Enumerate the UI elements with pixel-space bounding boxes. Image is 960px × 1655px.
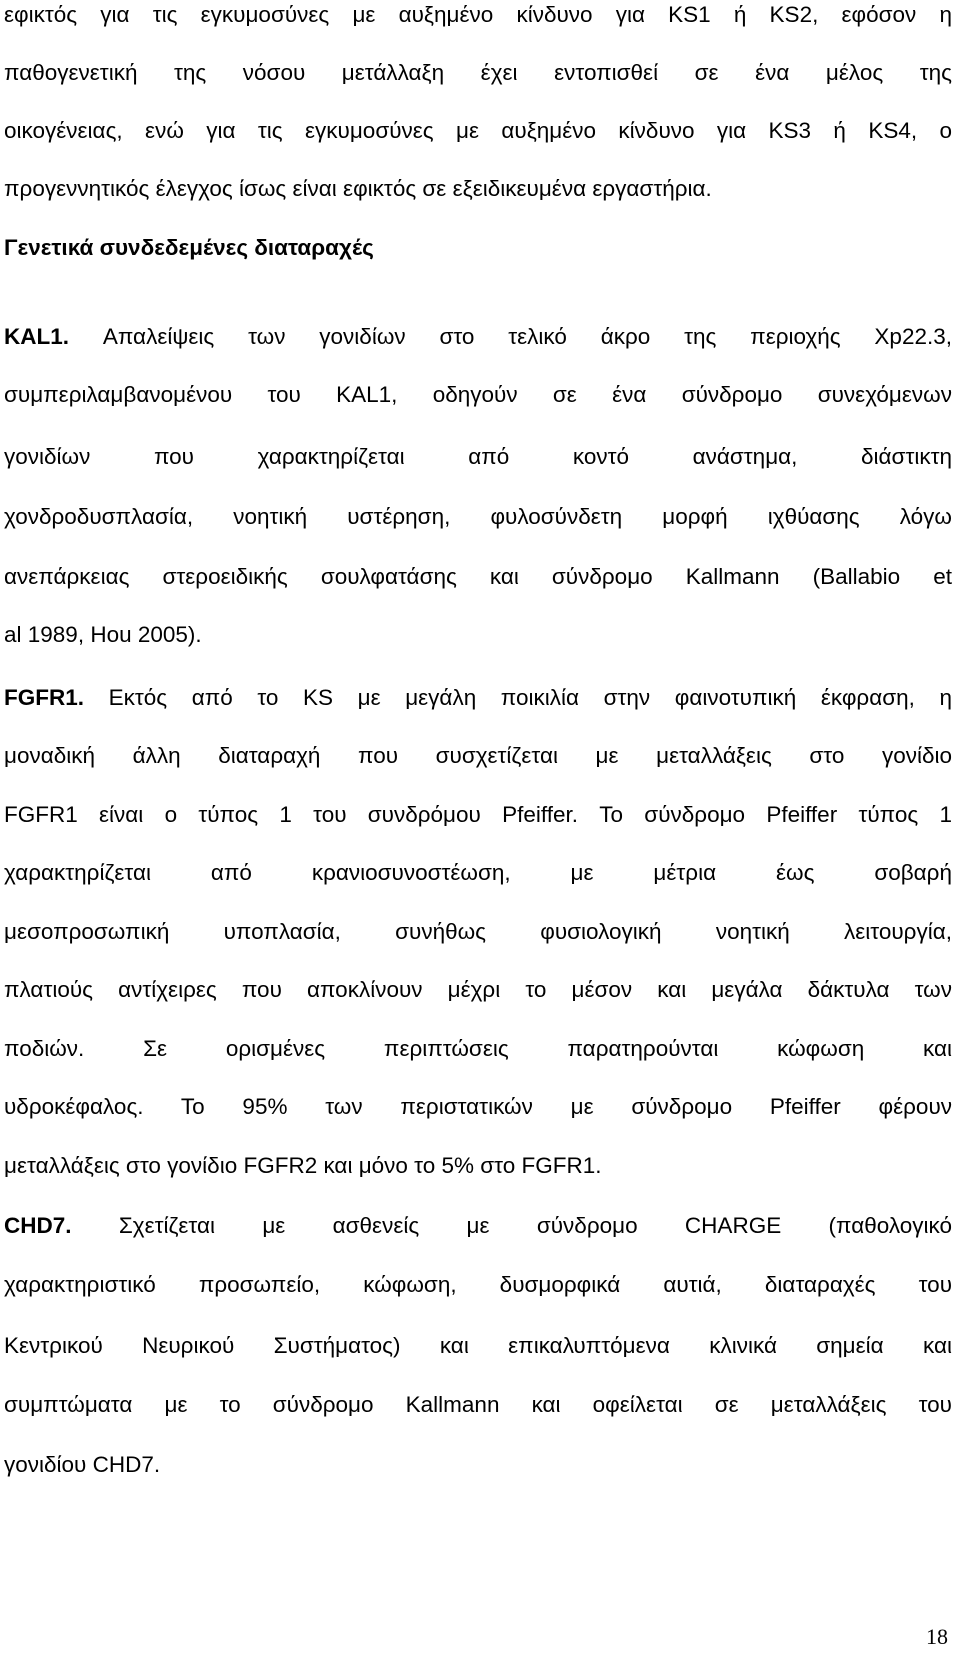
kal1-paragraph-line: ανεπάρκειας στεροειδικής σουλφατάσης και σύνδρομο Kallmann (Ballabio et (4, 564, 952, 589)
kal1-paragraph-line: al 1989, Hou 2005). (4, 622, 202, 647)
fgfr1-paragraph-line: μεσοπροσωπική υποπλασία, συνήθως φυσιολογική νοητική λειτουργία, (4, 919, 952, 944)
chd7-paragraph-line: γονιδίου CHD7. (4, 1452, 161, 1477)
kal1-paragraph-line: συμπεριλαμβανομένου του KAL1, οδηγούν σε ένα σύνδρομο συνεχόμενων (4, 382, 952, 407)
fgfr1-paragraph-line: ποδιών. Σε ορισμένες περιπτώσεις παρατηρούνται κώφωση και (4, 1036, 952, 1061)
intro-line: παθογενετική της νόσου μετάλλαξη έχει εντοπισθεί σε ένα μέλος της (4, 60, 952, 85)
intro-line: οικογένειας, ενώ για τις εγκυμοσύνες με αυξημένο κίνδυνο για KS3 ή KS4, ο (4, 118, 952, 143)
intro-line: εφικτός για τις εγκυμοσύνες με αυξημένο κίνδυνο για KS1 ή KS2, εφόσον η (4, 2, 952, 27)
chd7-line1-text: Σχετίζεται με ασθενείς με σύνδρομο CHARGE (παθολογικό (118, 1213, 952, 1238)
fgfr1-paragraph-line (4, 683, 952, 713)
chd7-paragraph-line: χαρακτηριστικό προσωπείο, κώφωση, δυσμορφικά αυτιά, διαταραχές του (4, 1272, 952, 1297)
fgfr1-term: FGFR1. (4, 685, 85, 710)
fgfr1-paragraph-line: FGFR1 είναι ο τύπος 1 του συνδρόμου Pfeiffer. Το σύνδρομο Pfeiffer τύπος 1 (4, 802, 952, 827)
fgfr1-paragraph-line: πλατιούς αντίχειρες που αποκλίνουν μέχρι το μέσον και μεγάλα δάκτυλα των (4, 977, 952, 1002)
fgfr1-paragraph-line: χαρακτηρίζεται από κρανιοσυνοστέωση, με μέτρια έως σοβαρή (4, 860, 952, 885)
chd7-paragraph-line: Κεντρικού Νευρικού Συστήματος) και επικαλυπτόμενα κλινικά σημεία και (4, 1333, 952, 1358)
kal1-line1-text: Απαλείψεις των γονιδίων στο τελικό άκρο της περιοχής Xp22.3, (102, 324, 952, 349)
page-number: 18 (926, 1624, 948, 1649)
chd7-term: CHD7. (4, 1213, 72, 1238)
kal1-term: KAL1. (4, 324, 70, 349)
intro-line: προγεννητικός έλεγχος ίσως είναι εφικτός σε εξειδικευμένα εργαστήρια. (4, 176, 712, 201)
kal1-paragraph-line: γονιδίων που χαρακτηρίζεται από κοντό ανάστημα, διάστικτη (4, 444, 952, 469)
kal1-paragraph-line (4, 322, 952, 352)
chd7-paragraph-line (4, 1211, 952, 1241)
section-heading: Γενετικά συνδεδεμένες διαταραχές (4, 235, 374, 260)
chd7-paragraph-line: συμπτώματα με το σύνδρομο Kallmann και οφείλεται σε μεταλλάξεις του (4, 1392, 952, 1417)
kal1-paragraph-line: χονδροδυσπλασία, νοητική υστέρηση, φυλοσύνδετη μορφή ιχθύασης λόγω (4, 504, 952, 529)
fgfr1-paragraph-line: μοναδική άλλη διαταραχή που συσχετίζεται με μεταλλάξεις στο γονίδιο (4, 743, 952, 768)
fgfr1-paragraph-line: υδροκέφαλος. Το 95% των περιστατικών με σύνδρομο Pfeiffer φέρουν (4, 1094, 952, 1119)
fgfr1-paragraph-line: μεταλλάξεις στο γονίδιο FGFR2 και μόνο το 5% στο FGFR1. (4, 1153, 602, 1178)
fgfr1-line1-text: Εκτός από το KS με μεγάλη ποικιλία στην φαινοτυπική έκφραση, η (108, 685, 952, 710)
